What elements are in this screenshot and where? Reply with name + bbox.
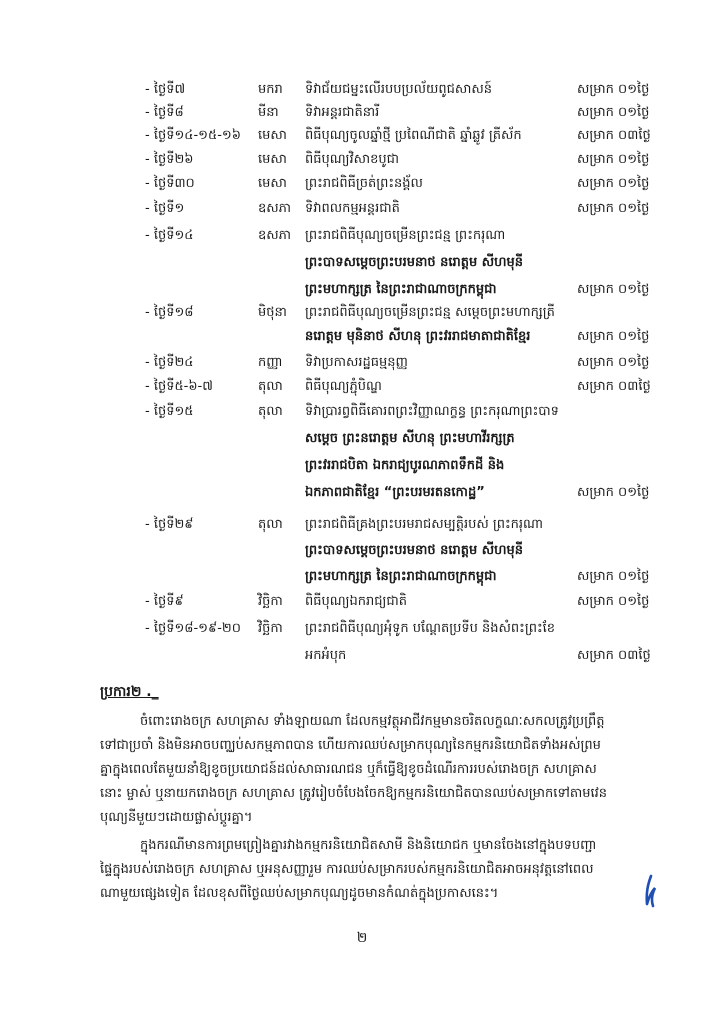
holiday-description-line: ព្រះបាទសម្តេចព្រះបរមនាថ នរោត្តម សីហមុនី xyxy=(305,543,524,558)
paragraph-line: គ្នាក្នុងពេលតែមួយនាំឱ្យខូចប្រយោជន៍ដល់សាធារណជន ឬក៏ធ្វើឱ្យខូចដំណើរការរបស់រោងចក្រ សហគ្រាស xyxy=(100,762,597,777)
holiday-day: - ថ្ងៃទី៣០ xyxy=(145,176,195,191)
paragraph-line: ណាមួយផ្សេងទៀត ដែលខុសពីថ្ងៃឈប់សម្រាកបុណ្យដូចមានកំណត់ក្នុងប្រកាសនេះ។ xyxy=(100,886,499,901)
holiday-day: - ថ្ងៃទី៧ xyxy=(145,82,186,97)
holiday-month: តុលា xyxy=(258,517,283,532)
holiday-leave-days: សម្រាក ០១ថ្ងៃ xyxy=(577,282,650,297)
holiday-leave-days: សម្រាក ០១ថ្ងៃ xyxy=(577,152,650,167)
holiday-month: មេសា xyxy=(258,128,287,143)
holiday-description-line: ព្រះបាទសម្តេចព្រះបរមនាថ នរោត្តម សីហមុនី xyxy=(305,255,524,270)
paragraph-line: ចំពោះរោងចក្រ សហគ្រាស ទាំងឡាយណា ដែលកម្មវត្ថុអាជីវកម្មមានចរិតលក្ខណៈសកលត្រូវប្រព្រឹត្ត xyxy=(140,714,605,729)
holiday-description xyxy=(305,353,408,373)
holiday-description xyxy=(305,402,559,510)
holiday-description-line: អកអំបុក xyxy=(305,648,347,663)
holiday-day: - ថ្ងៃទី៨ xyxy=(145,105,184,120)
holiday-description xyxy=(305,592,407,612)
holiday-month: មីនា xyxy=(258,105,279,120)
paragraph-line: ផ្ទៃក្នុងរបស់រោងចក្រ សហគ្រាស ឬអនុសញ្ញារួម ការឈប់សម្រាករបស់កម្មករនិយោជិតអាចអនុវត្តនៅពេល xyxy=(100,862,594,877)
holiday-day: - ថ្ងៃទី១៤ xyxy=(145,228,194,243)
holiday-description-line: ព្រះរាជពិធីបុណ្យចម្រើនព្រះជន្ម សម្តេចព្រះមហាក្សត្រី xyxy=(305,305,555,320)
holiday-month: មករា xyxy=(258,82,283,97)
holiday-description-line: ទិវាប្រកាសរដ្ឋធម្មនុញ្ញ xyxy=(305,355,408,370)
holiday-description-line: ព្រះមហាក្សត្រ នៃព្រះរាជាណាចក្រកម្ពុជា xyxy=(305,282,497,297)
paragraph-line: នោះ ម្ចាស់ ឬនាយករោងចក្រ សហគ្រាស ត្រូវរៀបចំបែងចែកឱ្យកម្មករនិយោជិតបានឈប់សម្រាកទៅតាមវេន xyxy=(100,786,607,801)
holiday-description-line: ទិវាអន្តរជាតិនារី xyxy=(305,105,380,120)
holiday-month: តុលា xyxy=(258,404,283,419)
holiday-month: ឧសភា xyxy=(258,228,292,243)
holiday-leave-days: សម្រាក ០៣ថ្ងៃ xyxy=(577,379,651,394)
holiday-day: - ថ្ងៃទី២៩ xyxy=(145,517,194,532)
holiday-description xyxy=(305,377,382,397)
holiday-description-line: ពិធីបុណ្យឯករាជ្យជាតិ xyxy=(305,594,408,609)
holiday-day: - ថ្ងៃទី១ xyxy=(145,201,185,216)
holiday-day: - ថ្ងៃទី១៤-១៥-១៦ xyxy=(145,128,241,143)
holiday-day: - ថ្ងៃទី១៨-១៩-២០ xyxy=(145,621,241,636)
paragraph-line: ក្នុងករណីមានការព្រមព្រៀងគ្នារវាងកម្មករនិយោជិតសាមី និងនិយោជក ឬមានចែងនៅក្នុងបទបញ្ជា xyxy=(140,838,597,853)
article-heading: ប្រការ២ ._ xyxy=(100,684,159,700)
holiday-description xyxy=(305,103,379,123)
holiday-description-line: ព្រះរាជពិធីច្រត់ព្រះនង្គ័ល xyxy=(305,176,423,191)
holiday-description-line: ព្រះវររាជបិតា ឯករាជ្យបូរណភាពទឹកដី និង xyxy=(305,458,505,473)
holiday-description-line: ឯកភាពជាតិខ្មែរ “ព្រះបរមរតនកោដ្ឋ” xyxy=(305,485,485,500)
holiday-day: - ថ្ងៃទី២៤ xyxy=(145,355,194,370)
holiday-description xyxy=(305,303,555,351)
holiday-description xyxy=(305,515,543,593)
holiday-month: មេសា xyxy=(258,176,287,191)
holiday-description-line: ព្រះមហាក្សត្រ នៃព្រះរាជាណាចក្រកម្ពុជា xyxy=(305,569,497,584)
holiday-day: - ថ្ងៃទី១៨ xyxy=(145,305,194,320)
paragraph-line: ទៅជាប្រចាំ និងមិនអាចបញ្ឈប់សកម្មភាពបាន ហើយការឈប់សម្រាកបុណ្យនៃកម្មករនិយោជិតទាំងអស់ព្រម xyxy=(100,738,601,753)
holiday-month: មេសា xyxy=(258,152,287,167)
holiday-month: វិច្ឆិកា xyxy=(258,621,283,636)
holiday-leave-days: សម្រាក ០១ថ្ងៃ xyxy=(577,569,650,584)
holiday-description-line: ពិធីបុណ្យវិសាខបូជា xyxy=(305,152,400,167)
holiday-leave-days: សម្រាក ០១ថ្ងៃ xyxy=(577,594,650,609)
holiday-month: មិថុនា xyxy=(258,305,287,320)
holiday-leave-days: សម្រាក ០១ថ្ងៃ xyxy=(577,355,650,370)
holiday-description xyxy=(305,619,555,673)
holiday-description-line: ព្រះរាជពិធីគ្រងព្រះបរមរាជសម្បត្តិរបស់ ព្រះករុណា xyxy=(305,517,544,532)
holiday-description xyxy=(305,226,523,307)
holiday-description xyxy=(305,174,423,194)
holiday-leave-days: សម្រាក ០១ថ្ងៃ xyxy=(577,105,650,120)
holiday-description-line: នរោត្តម មុនិនាថ សីហនុ ព្រះវររាជមាតាជាតិខ្មែរ xyxy=(305,329,531,344)
holiday-description-line: ទិវាប្រារព្វពិធីគោរពព្រះវិញ្ញាណក្ខន្ធ ព្រះករុណាព្រះបាទ xyxy=(305,404,559,419)
holiday-leave-days: សម្រាក ០១ថ្ងៃ xyxy=(577,201,650,216)
holiday-description-line: ពិធីបុណ្យភ្ជុំបិណ្ឌ xyxy=(305,379,382,394)
holiday-description xyxy=(305,150,399,170)
page-number: ២ xyxy=(356,930,368,946)
holiday-month: វិច្ឆិកា xyxy=(258,594,283,609)
holiday-month: តុលា xyxy=(258,379,283,394)
holiday-description-line: ពិធីបុណ្យចូលឆ្នាំថ្មី ប្រពៃណីជាតិ ឆ្នាំឆ្លូវ ត្រីស័ក xyxy=(305,128,522,143)
holiday-description-line: សម្តេច ព្រះនរោត្តម សីហនុ ព្រះមហាវីរក្សត្រ xyxy=(305,431,515,446)
holiday-day: - ថ្ងៃទី២៦ xyxy=(145,152,194,167)
holiday-leave-days: សម្រាក ០១ថ្ងៃ xyxy=(577,176,650,191)
holiday-description-line: ទិវាពលកម្មអន្តរជាតិ xyxy=(305,201,400,216)
holiday-leave-days: សម្រាក ០១ថ្ងៃ xyxy=(577,329,650,344)
paragraph-line: បុណ្យនីមួយៗដោយផ្លាស់ប្តូរគ្នា។ xyxy=(100,810,253,825)
holiday-description-line: ទិវាជ័យជម្នះលើរបបប្រល័យពូជសាសន៍ xyxy=(305,82,493,97)
holiday-leave-days: សម្រាក ០៣ថ្ងៃ xyxy=(577,648,651,663)
holiday-month: ឧសភា xyxy=(258,201,292,216)
article-paragraph-2 xyxy=(100,834,688,906)
holiday-description xyxy=(305,80,492,100)
holiday-day: - ថ្ងៃទី៩ xyxy=(145,594,184,609)
holiday-day: - ថ្ងៃទី៥-៦-៧ xyxy=(145,379,213,394)
holiday-leave-days: សម្រាក ០១ថ្ងៃ xyxy=(577,82,650,97)
holiday-leave-days: សម្រាក ០៣ថ្ងៃ xyxy=(577,128,651,143)
holiday-day: - ថ្ងៃទី១៥ xyxy=(145,404,194,419)
holiday-leave-days: សម្រាក ០១ថ្ងៃ xyxy=(577,485,650,500)
holiday-description-line: ព្រះរាជពិធីបុណ្យចម្រើនព្រះជន្ម ព្រះករុណា xyxy=(305,228,506,243)
holiday-month: កញ្ញា xyxy=(258,355,283,370)
holiday-description xyxy=(305,199,400,219)
holiday-description xyxy=(305,126,522,146)
article-paragraph-1 xyxy=(100,710,688,830)
signature-mark-icon xyxy=(640,874,660,910)
holiday-description-line: ព្រះរាជពិធីបុណ្យអុំទូក បណ្តែតប្រទីប និងសំពះព្រះខែ xyxy=(305,621,556,636)
